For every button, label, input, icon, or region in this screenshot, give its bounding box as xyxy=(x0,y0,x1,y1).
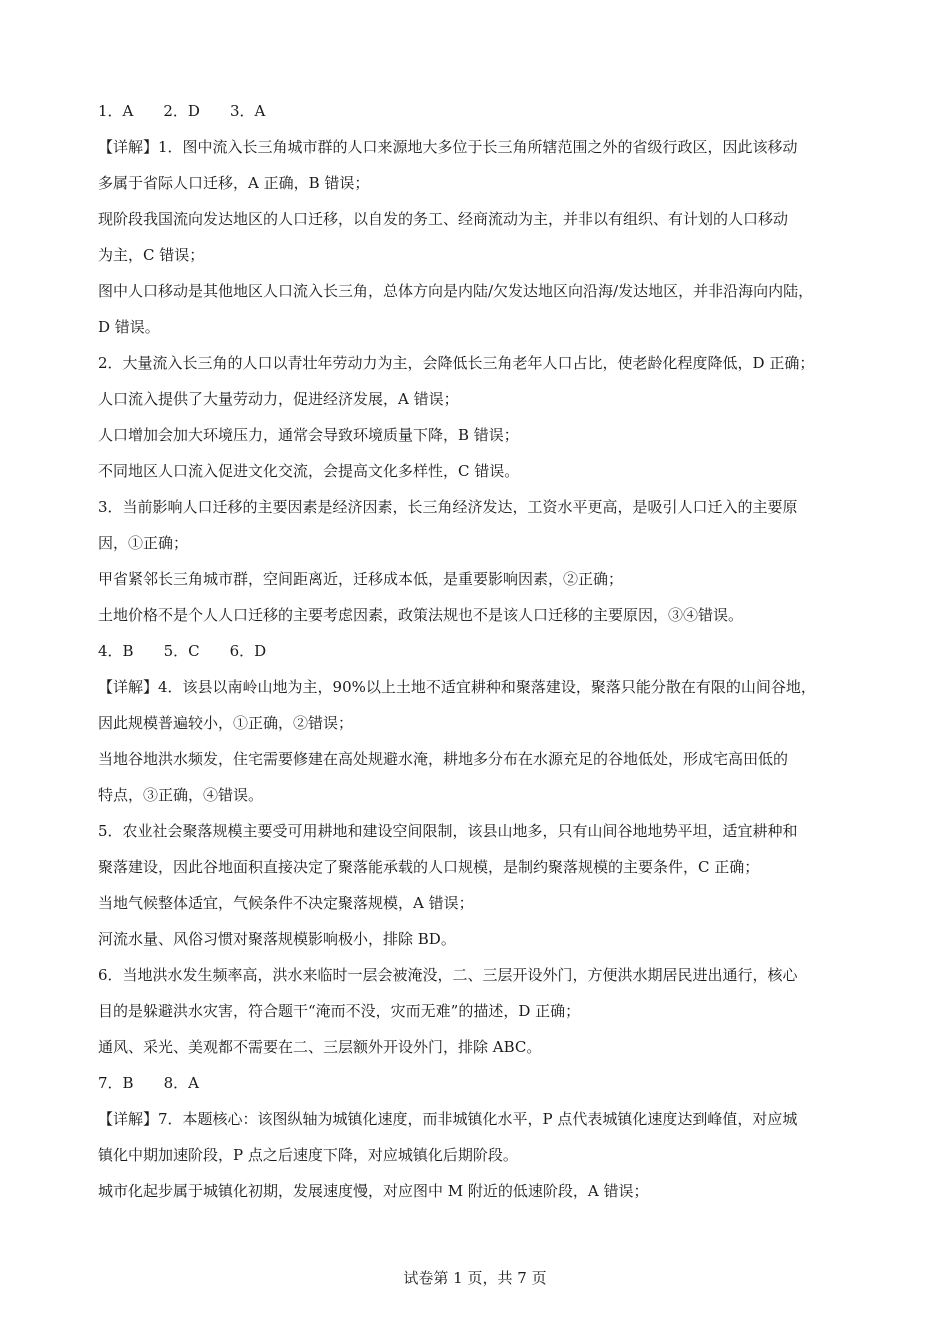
explanation-line: 5．农业社会聚落规模主要受可用耕地和建设空间限制，该县山地多，只有山间谷地地势平坦，适宜耕种和 xyxy=(98,822,798,840)
explanation-line: 6．当地洪水发生频率高，洪水来临时一层会被淹没，二、三层开设外门，方便洪水期居民进出通行，核心 xyxy=(98,966,798,984)
explanation-line: 为主，C 错误； xyxy=(98,246,205,264)
explanation-line: 甲省紧邻长三角城市群，空间距离近，迁移成本低，是重要影响因素，②正确； xyxy=(98,570,624,588)
explanation-line: 通风、采光、美观都不需要在二、三层额外开设外门，排除 ABC。 xyxy=(98,1038,542,1056)
explanation-line: 现阶段我国流向发达地区的人口迁移，以自发的务工、经商流动为主，并非以有组织、有计划的人口移动 xyxy=(98,210,789,228)
explanation-line: 多属于省际人口迁移，A 正确，B 错误； xyxy=(98,174,370,192)
explanation-line: 2．大量流入长三角的人口以青壮年劳动力为主，会降低长三角老年人口占比，使老龄化程度降低，D 正确； xyxy=(98,354,815,372)
explanation-line: 聚落建设，因此谷地面积直接决定了聚落能承载的人口规模，是制约聚落规模的主要条件，C 正确； xyxy=(98,858,760,876)
explanation-line: 不同地区人口流入促进文化交流，会提高文化多样性，C 错误。 xyxy=(98,462,520,480)
explanation-line: 当地气候整体适宜，气候条件不决定聚落规模，A 错误； xyxy=(98,894,474,912)
answer-line: 7．B 8．A xyxy=(98,1074,199,1092)
explanation-line: 城市化起步属于城镇化初期，发展速度慢，对应图中 M 附近的低速阶段，A 错误； xyxy=(98,1182,649,1200)
explanation-line: 人口增加会加大环境压力，通常会导致环境质量下降，B 错误； xyxy=(98,426,519,444)
explanation-line: 【详解】4．该县以南岭山地为主，90%以上土地不适宜耕种和聚落建设，聚落只能分散在有限的山间谷地， xyxy=(98,678,816,696)
explanation-line: 【详解】1．图中流入长三角城市群的人口来源地大多位于长三角所辖范围之外的省级行政区，因此该移动 xyxy=(98,138,798,156)
explanation-line: 河流水量、风俗习惯对聚落规模影响极小，排除 BD。 xyxy=(98,930,456,948)
answer-line: 4．B 5．C 6．D xyxy=(98,642,267,660)
explanation-line: 因此规模普遍较小，①正确，②错误； xyxy=(98,714,354,732)
explanation-line: 3．当前影响人口迁移的主要因素是经济因素，长三角经济发达，工资水平更高，是吸引人口迁入的主要原 xyxy=(98,498,798,516)
explanation-line: D 错误。 xyxy=(98,318,160,336)
explanation-line: 人口流入提供了大量劳动力，促进经济发展，A 错误； xyxy=(98,390,459,408)
explanation-line: 目的是躲避洪水灾害，符合题干“淹而不没，灾而无难”的描述，D 正确； xyxy=(98,1002,581,1020)
page-footer: 试卷第 1 页，共 7 页 xyxy=(403,1269,547,1287)
answer-line: 1．A 2．D 3．A xyxy=(98,102,266,120)
explanation-line: 土地价格不是个人人口迁移的主要考虑因素，政策法规也不是该人口迁移的主要原因，③④错误。 xyxy=(98,606,744,624)
explanation-line: 【详解】7．本题核心：该图纵轴为城镇化速度，而非城镇化水平，P 点代表城镇化速度达到峰值，对应城 xyxy=(98,1110,798,1128)
explanation-line: 因，①正确； xyxy=(98,534,189,552)
explanation-line: 特点，③正确，④错误。 xyxy=(98,786,264,804)
explanation-line: 镇化中期加速阶段，P 点之后速度下降，对应城镇化后期阶段。 xyxy=(98,1146,518,1164)
explanation-line: 当地谷地洪水频发，住宅需要修建在高处规避水淹，耕地多分布在水源充足的谷地低处，形成宅高田低的 xyxy=(98,750,789,768)
explanation-line: 图中人口移动是其他地区人口流入长三角，总体方向是内陆/欠发达地区向沿海/发达地区，并非沿海向内陆， xyxy=(98,282,814,300)
